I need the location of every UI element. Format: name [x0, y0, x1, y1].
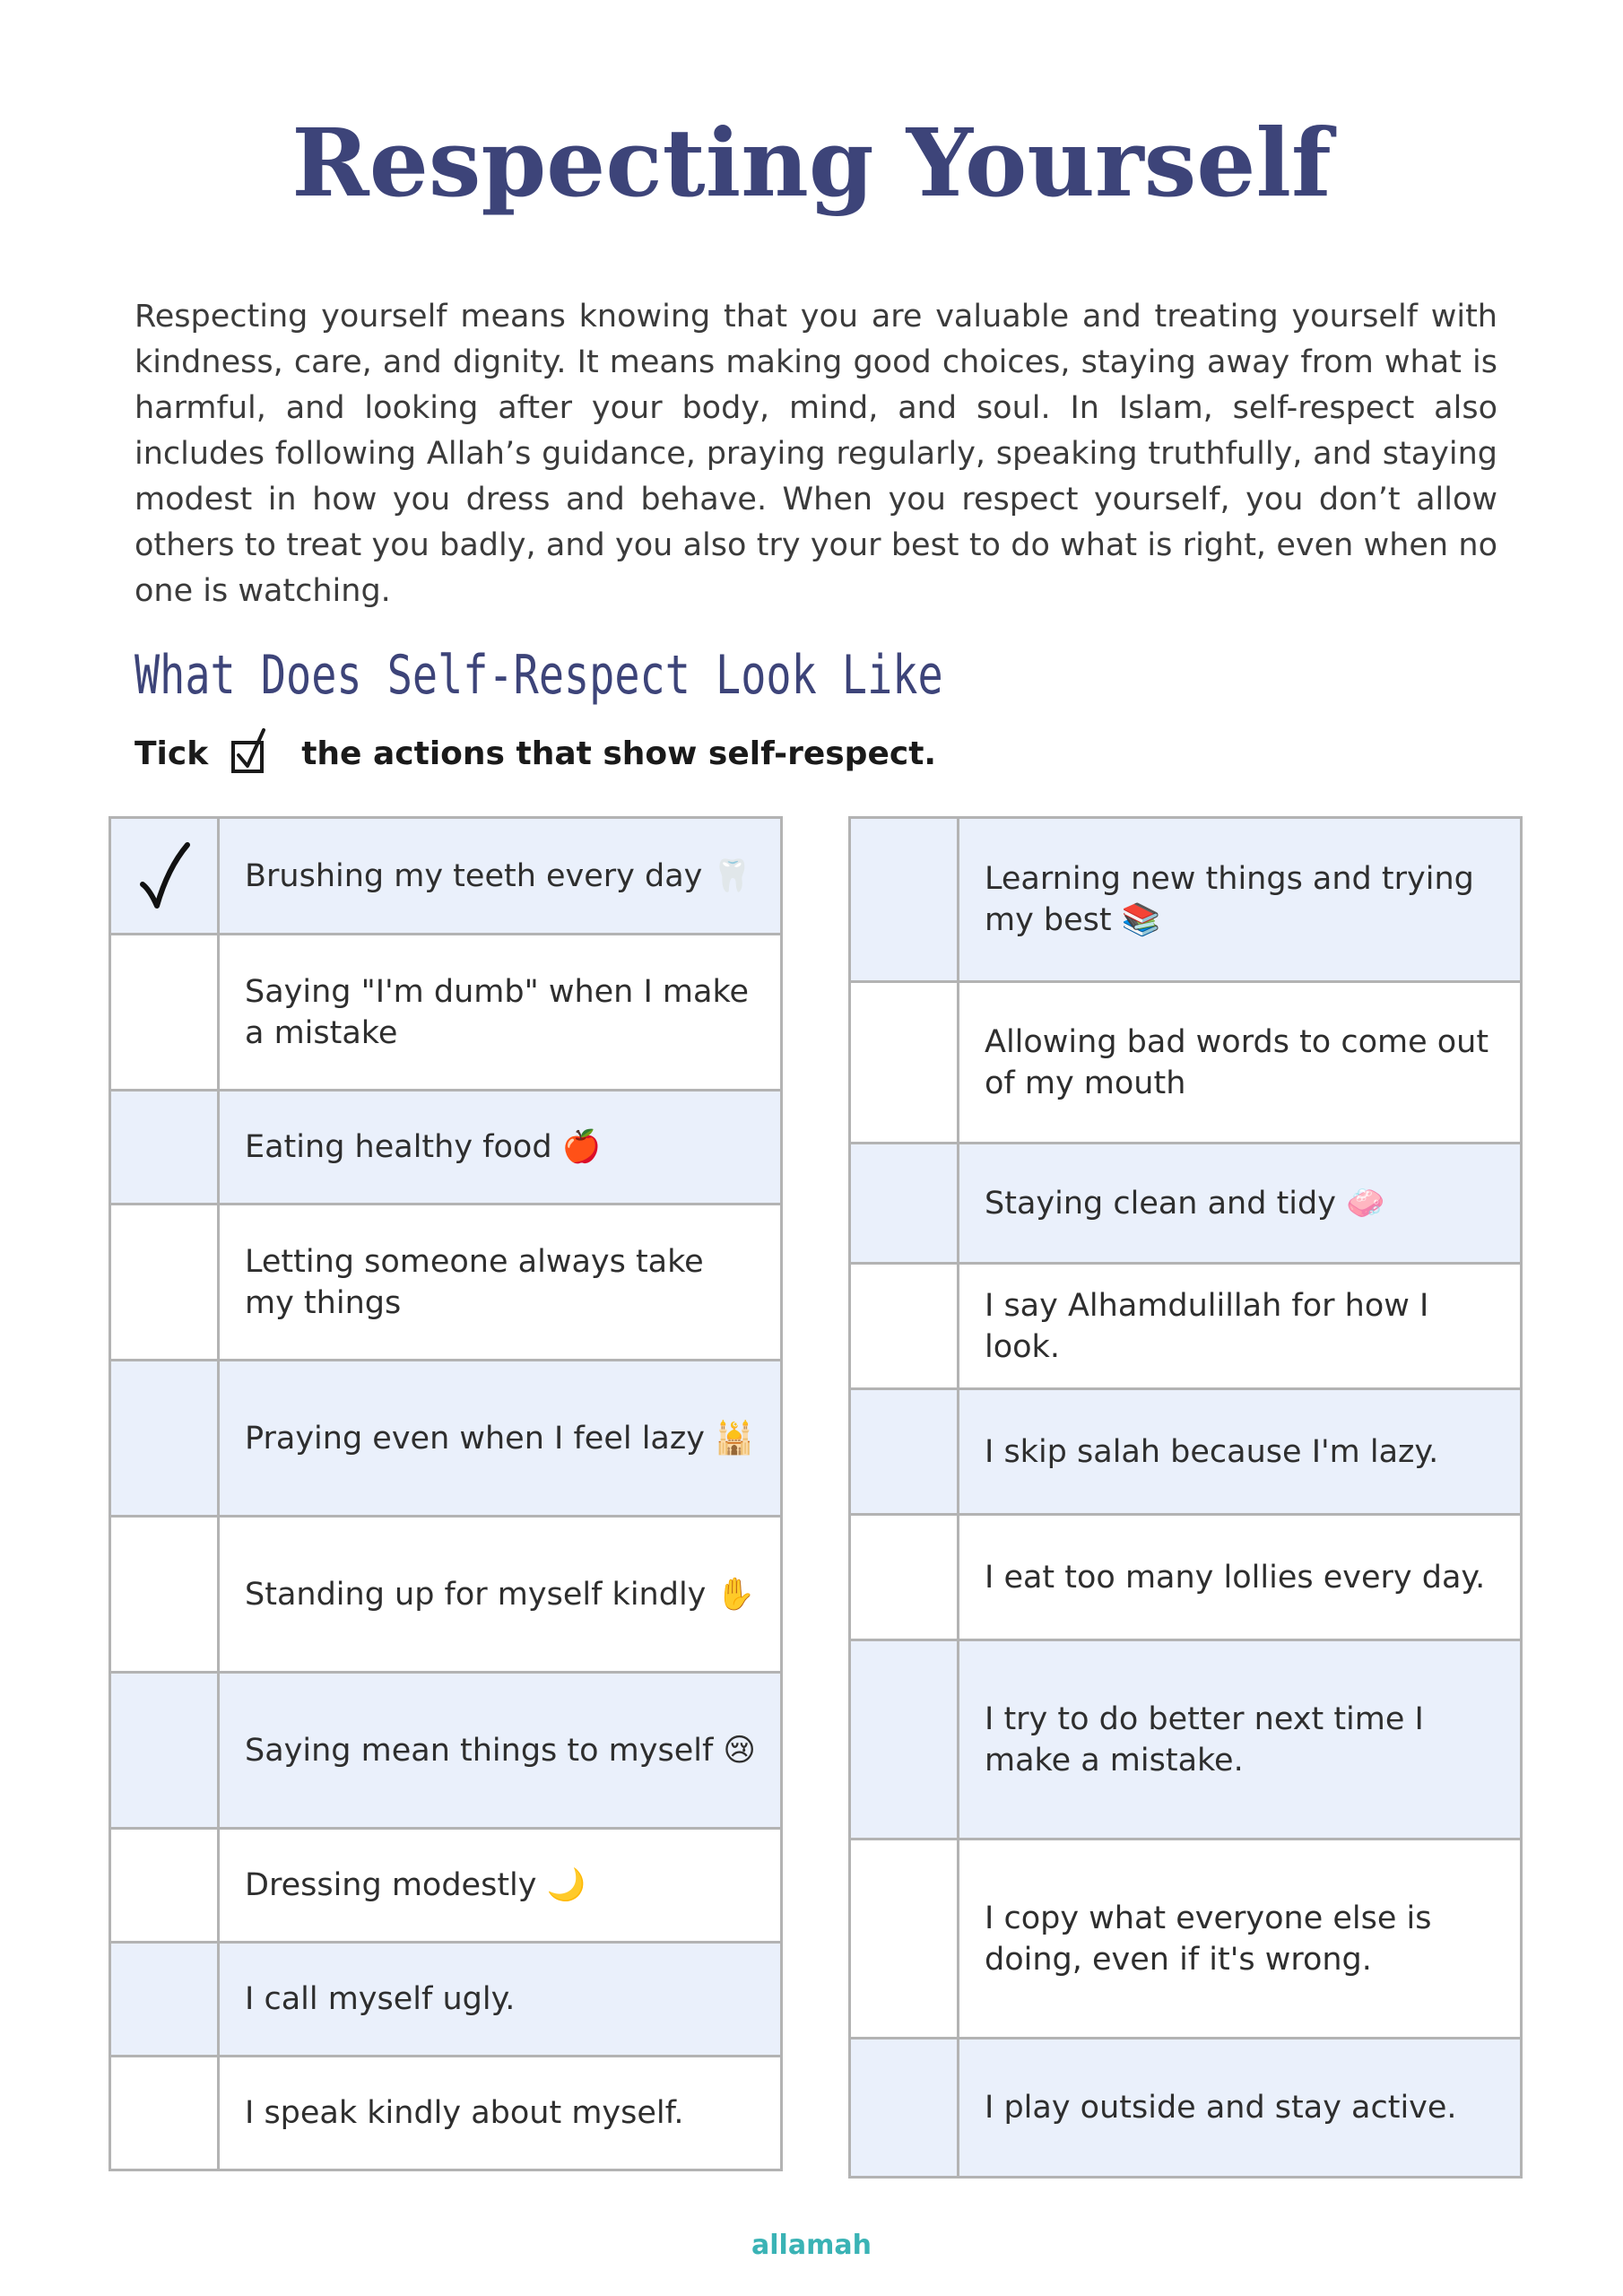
brand-logo: allamah [751, 2230, 872, 2261]
checklist-row [851, 819, 1520, 980]
checklist-item-text: I skip salah because I'm lazy. [985, 1433, 1439, 1470]
checklist-row [851, 1838, 1520, 2037]
checkbox-cell[interactable] [851, 1144, 959, 1262]
checklist-item-text: Saying mean things to myself 😢 [245, 1732, 756, 1769]
checklist-item-text: Saying "I'm dumb" when I make a mistake [245, 973, 750, 1051]
checkbox-cell[interactable] [851, 819, 959, 980]
instruction-before: Tick [135, 735, 209, 772]
checklist-item-text: I call myself ugly. [245, 1981, 516, 2017]
checklist-row [851, 2037, 1520, 2176]
checkbox-cell[interactable] [851, 2039, 959, 2176]
checklist-row [111, 1671, 780, 1827]
checklist-row [111, 819, 780, 933]
instruction-after: the actions that show self-respect. [301, 735, 937, 772]
checkbox-cell[interactable] [111, 819, 220, 933]
checkbox-tick-icon [226, 728, 283, 778]
checkbox-cell[interactable] [851, 1516, 959, 1639]
checkbox-cell[interactable] [111, 2057, 220, 2169]
checklist-item-text: I play outside and stay active. [985, 2090, 1457, 2126]
checklist-item-text: Learning new things and trying my best 📚 [985, 861, 1474, 938]
section-heading: What Does Self-Respect Look Like [135, 644, 943, 707]
checkbox-cell[interactable] [851, 1390, 959, 1513]
checklist-item-text: Eating healthy food 🍎 [245, 1129, 602, 1165]
checkbox-cell[interactable] [111, 1518, 220, 1671]
checklist-item-text: I copy what everyone else is doing, even if it's wrong. [985, 1900, 1432, 1978]
checklist-item-text: I try to do better next time I make a mistake. [985, 1700, 1424, 1779]
page-title: Respecting Yourself [291, 108, 1332, 218]
checklist-row [851, 980, 1520, 1142]
right-checklist-table [848, 816, 1523, 2179]
checklist-item-text: I say Alhamdulillah for how I look. [985, 1287, 1429, 1365]
left-checklist-table [108, 816, 783, 2171]
checklist-item-text: Staying clean and tidy 🧼 [985, 1185, 1385, 1222]
instruction [135, 728, 936, 778]
checklist-item-text: Brushing my teeth every day 🦷 [245, 857, 752, 894]
checklist-row [851, 1639, 1520, 1838]
checklist-row [111, 1515, 780, 1671]
checklist-row [851, 1142, 1520, 1262]
checkbox-cell[interactable] [851, 1840, 959, 2037]
checkmark-icon [137, 841, 191, 911]
checklist-row [111, 1359, 780, 1515]
checkbox-cell[interactable] [111, 1361, 220, 1515]
checklist-row [111, 2055, 780, 2169]
checkbox-cell[interactable] [111, 1674, 220, 1827]
checklist-item-text: Praying even when I feel lazy 🕌 [245, 1420, 754, 1457]
checklist-row [111, 1089, 780, 1203]
intro-paragraph: Respecting yourself means knowing that you are valuable and treating yourself with kindness, care, and dignity. It means making good choices, staying away from what is harmful, and looking after your body, mind, and soul. In Islam, self-respect also includes following Allah’s guidance, praying regularly, speaking truthfully, and staying modest in how you dress and behave. When you respect yourself, you don’t allow others to treat you badly, and you also try your best to do what is right, even when no one is watching. [135, 299, 1497, 609]
checklist-row [111, 1827, 780, 1941]
checkbox-cell[interactable] [111, 1944, 220, 2055]
checklist-row [851, 1513, 1520, 1639]
checklist-item-text: Standing up for myself kindly ✋ [245, 1576, 756, 1613]
checklist-item-text: Letting someone always take my things [245, 1243, 704, 1321]
checkbox-cell[interactable] [851, 983, 959, 1142]
checklist-row [851, 1387, 1520, 1513]
checkbox-cell[interactable] [851, 1265, 959, 1387]
checklist-item-text: Allowing bad words to come out of my mouth [985, 1023, 1489, 1101]
checklist-item-text: I speak kindly about myself. [245, 2095, 684, 2131]
checklist-item-text: Dressing modestly 🌙 [245, 1867, 586, 1903]
checkbox-cell[interactable] [111, 1830, 220, 1941]
checklist-row [851, 1262, 1520, 1387]
checkbox-cell[interactable] [111, 1205, 220, 1359]
checkbox-cell[interactable] [111, 1091, 220, 1203]
checkbox-cell[interactable] [851, 1641, 959, 1838]
checkbox-cell[interactable] [111, 935, 220, 1089]
checklist-row [111, 1203, 780, 1359]
checklist-row [111, 933, 780, 1089]
checklist-row [111, 1941, 780, 2055]
checklist-item-text: I eat too many lollies every day. [985, 1559, 1486, 1596]
